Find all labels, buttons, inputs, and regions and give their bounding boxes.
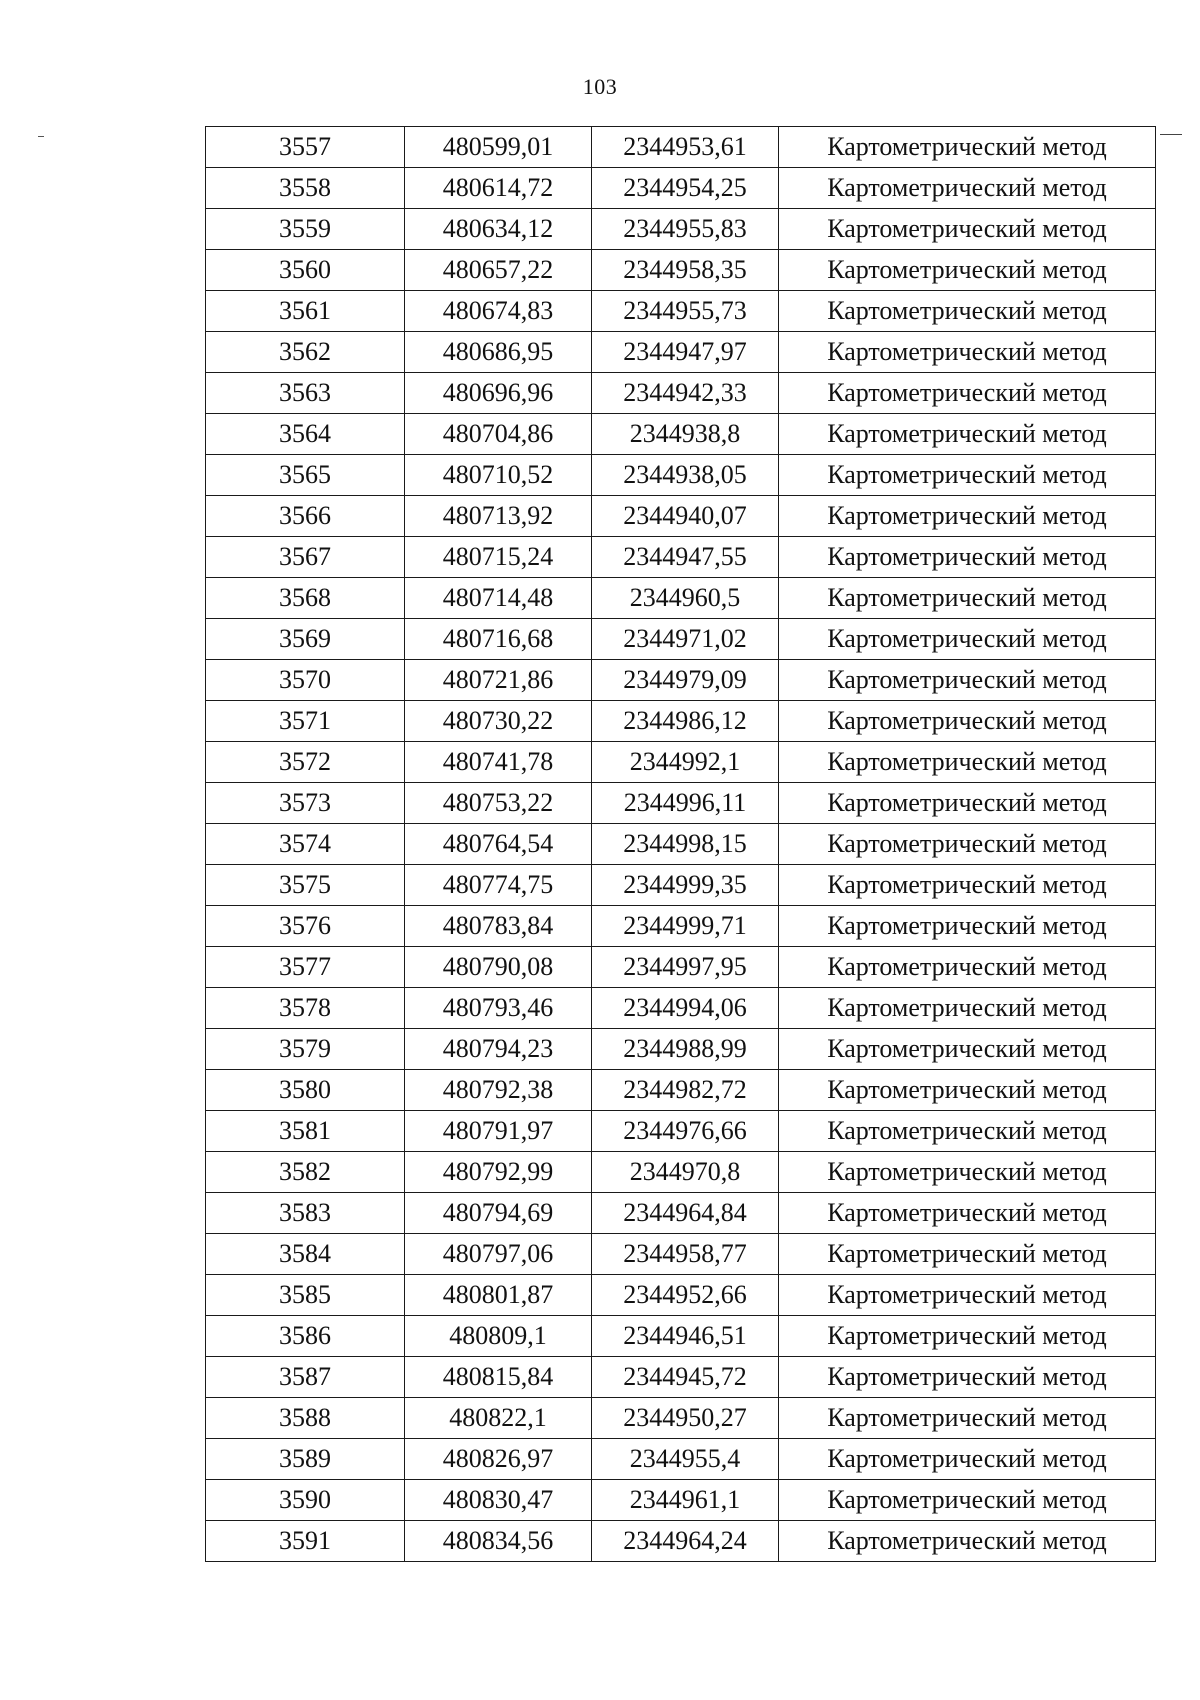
table-row — [206, 1070, 1156, 1111]
table-row — [206, 1398, 1156, 1439]
y-coordinate-cell: 2344947,97 — [592, 332, 779, 373]
y-coordinate-cell: 2344950,27 — [592, 1398, 779, 1439]
method-cell: Картометрический метод — [779, 455, 1156, 496]
scan-artifact-mark — [1160, 134, 1182, 135]
method-cell: Картометрический метод — [779, 1070, 1156, 1111]
x-coordinate-cell: 480715,24 — [405, 537, 592, 578]
method-cell: Картометрический метод — [779, 742, 1156, 783]
y-coordinate-cell: 2344958,35 — [592, 250, 779, 291]
x-coordinate-cell: 480801,87 — [405, 1275, 592, 1316]
point-number-cell: 3562 — [206, 332, 405, 373]
point-number-cell: 3577 — [206, 947, 405, 988]
table-row — [206, 701, 1156, 742]
x-coordinate-cell: 480741,78 — [405, 742, 592, 783]
table-row — [206, 168, 1156, 209]
table-row — [206, 1316, 1156, 1357]
point-number-cell: 3583 — [206, 1193, 405, 1234]
y-coordinate-cell: 2344947,55 — [592, 537, 779, 578]
method-cell: Картометрический метод — [779, 1275, 1156, 1316]
method-cell: Картометрический метод — [779, 783, 1156, 824]
x-coordinate-cell: 480599,01 — [405, 127, 592, 168]
point-number-cell: 3567 — [206, 537, 405, 578]
table-row — [206, 1357, 1156, 1398]
x-coordinate-cell: 480815,84 — [405, 1357, 592, 1398]
x-coordinate-cell: 480657,22 — [405, 250, 592, 291]
y-coordinate-cell: 2344976,66 — [592, 1111, 779, 1152]
y-coordinate-cell: 2344964,84 — [592, 1193, 779, 1234]
y-coordinate-cell: 2344942,33 — [592, 373, 779, 414]
table-row — [206, 209, 1156, 250]
method-cell: Картометрический метод — [779, 988, 1156, 1029]
point-number-cell: 3580 — [206, 1070, 405, 1111]
x-coordinate-cell: 480792,99 — [405, 1152, 592, 1193]
method-cell: Картометрический метод — [779, 578, 1156, 619]
x-coordinate-cell: 480797,06 — [405, 1234, 592, 1275]
x-coordinate-cell: 480794,23 — [405, 1029, 592, 1070]
y-coordinate-cell: 2344998,15 — [592, 824, 779, 865]
y-coordinate-cell: 2344938,8 — [592, 414, 779, 455]
table-row — [206, 1521, 1156, 1562]
point-number-cell: 3568 — [206, 578, 405, 619]
x-coordinate-cell: 480696,96 — [405, 373, 592, 414]
x-coordinate-cell: 480792,38 — [405, 1070, 592, 1111]
coordinates-table-body — [206, 127, 1156, 1562]
method-cell: Картометрический метод — [779, 701, 1156, 742]
method-cell: Картометрический метод — [779, 1029, 1156, 1070]
method-cell: Картометрический метод — [779, 865, 1156, 906]
y-coordinate-cell: 2344996,11 — [592, 783, 779, 824]
table-row — [206, 619, 1156, 660]
method-cell: Картометрический метод — [779, 537, 1156, 578]
x-coordinate-cell: 480790,08 — [405, 947, 592, 988]
x-coordinate-cell: 480774,75 — [405, 865, 592, 906]
method-cell: Картометрический метод — [779, 1480, 1156, 1521]
x-coordinate-cell: 480686,95 — [405, 332, 592, 373]
method-cell: Картометрический метод — [779, 1111, 1156, 1152]
table-row — [206, 1234, 1156, 1275]
y-coordinate-cell: 2344955,83 — [592, 209, 779, 250]
point-number-cell: 3564 — [206, 414, 405, 455]
method-cell: Картометрический метод — [779, 947, 1156, 988]
y-coordinate-cell: 2344988,99 — [592, 1029, 779, 1070]
point-number-cell: 3561 — [206, 291, 405, 332]
table-row — [206, 250, 1156, 291]
y-coordinate-cell: 2344994,06 — [592, 988, 779, 1029]
table-row — [206, 496, 1156, 537]
point-number-cell: 3574 — [206, 824, 405, 865]
y-coordinate-cell: 2344997,95 — [592, 947, 779, 988]
method-cell: Картометрический метод — [779, 168, 1156, 209]
table-row — [206, 988, 1156, 1029]
y-coordinate-cell: 2344979,09 — [592, 660, 779, 701]
y-coordinate-cell: 2344940,07 — [592, 496, 779, 537]
point-number-cell: 3558 — [206, 168, 405, 209]
point-number-cell: 3570 — [206, 660, 405, 701]
x-coordinate-cell: 480614,72 — [405, 168, 592, 209]
method-cell: Картометрический метод — [779, 291, 1156, 332]
table-row — [206, 332, 1156, 373]
y-coordinate-cell: 2344960,5 — [592, 578, 779, 619]
point-number-cell: 3581 — [206, 1111, 405, 1152]
x-coordinate-cell: 480793,46 — [405, 988, 592, 1029]
point-number-cell: 3590 — [206, 1480, 405, 1521]
x-coordinate-cell: 480713,92 — [405, 496, 592, 537]
y-coordinate-cell: 2344964,24 — [592, 1521, 779, 1562]
x-coordinate-cell: 480783,84 — [405, 906, 592, 947]
point-number-cell: 3575 — [206, 865, 405, 906]
point-number-cell: 3582 — [206, 1152, 405, 1193]
method-cell: Картометрический метод — [779, 496, 1156, 537]
table-row — [206, 1193, 1156, 1234]
x-coordinate-cell: 480764,54 — [405, 824, 592, 865]
table-row — [206, 1275, 1156, 1316]
table-row — [206, 824, 1156, 865]
y-coordinate-cell: 2344982,72 — [592, 1070, 779, 1111]
point-number-cell: 3557 — [206, 127, 405, 168]
point-number-cell: 3586 — [206, 1316, 405, 1357]
point-number-cell: 3571 — [206, 701, 405, 742]
table-row — [206, 414, 1156, 455]
method-cell: Картометрический метод — [779, 824, 1156, 865]
table-row — [206, 947, 1156, 988]
point-number-cell: 3565 — [206, 455, 405, 496]
y-coordinate-cell: 2344955,73 — [592, 291, 779, 332]
x-coordinate-cell: 480716,68 — [405, 619, 592, 660]
point-number-cell: 3560 — [206, 250, 405, 291]
y-coordinate-cell: 2344999,71 — [592, 906, 779, 947]
table-row — [206, 455, 1156, 496]
point-number-cell: 3585 — [206, 1275, 405, 1316]
point-number-cell: 3587 — [206, 1357, 405, 1398]
table-row — [206, 1480, 1156, 1521]
x-coordinate-cell: 480826,97 — [405, 1439, 592, 1480]
point-number-cell: 3589 — [206, 1439, 405, 1480]
table-row — [206, 127, 1156, 168]
table-row — [206, 537, 1156, 578]
point-number-cell: 3588 — [206, 1398, 405, 1439]
table-row — [206, 578, 1156, 619]
point-number-cell: 3579 — [206, 1029, 405, 1070]
table-row — [206, 865, 1156, 906]
point-number-cell: 3576 — [206, 906, 405, 947]
method-cell: Картометрический метод — [779, 414, 1156, 455]
x-coordinate-cell: 480834,56 — [405, 1521, 592, 1562]
x-coordinate-cell: 480809,1 — [405, 1316, 592, 1357]
x-coordinate-cell: 480714,48 — [405, 578, 592, 619]
x-coordinate-cell: 480674,83 — [405, 291, 592, 332]
x-coordinate-cell: 480822,1 — [405, 1398, 592, 1439]
method-cell: Картометрический метод — [779, 1316, 1156, 1357]
method-cell: Картометрический метод — [779, 209, 1156, 250]
method-cell: Картометрический метод — [779, 332, 1156, 373]
table-row — [206, 291, 1156, 332]
y-coordinate-cell: 2344955,4 — [592, 1439, 779, 1480]
y-coordinate-cell: 2344945,72 — [592, 1357, 779, 1398]
point-number-cell: 3563 — [206, 373, 405, 414]
x-coordinate-cell: 480721,86 — [405, 660, 592, 701]
y-coordinate-cell: 2344952,66 — [592, 1275, 779, 1316]
x-coordinate-cell: 480704,86 — [405, 414, 592, 455]
y-coordinate-cell: 2344961,1 — [592, 1480, 779, 1521]
scan-artifact-mark — [38, 136, 44, 137]
table-row — [206, 783, 1156, 824]
method-cell: Картометрический метод — [779, 373, 1156, 414]
y-coordinate-cell: 2344946,51 — [592, 1316, 779, 1357]
method-cell: Картометрический метод — [779, 250, 1156, 291]
coordinates-table — [205, 126, 1156, 1562]
method-cell: Картометрический метод — [779, 1193, 1156, 1234]
y-coordinate-cell: 2344992,1 — [592, 742, 779, 783]
point-number-cell: 3578 — [206, 988, 405, 1029]
table-row — [206, 660, 1156, 701]
y-coordinate-cell: 2344953,61 — [592, 127, 779, 168]
x-coordinate-cell: 480634,12 — [405, 209, 592, 250]
table-row — [206, 373, 1156, 414]
y-coordinate-cell: 2344958,77 — [592, 1234, 779, 1275]
page-number: 103 — [582, 74, 618, 99]
x-coordinate-cell: 480794,69 — [405, 1193, 592, 1234]
y-coordinate-cell: 2344954,25 — [592, 168, 779, 209]
point-number-cell: 3569 — [206, 619, 405, 660]
x-coordinate-cell: 480710,52 — [405, 455, 592, 496]
method-cell: Картометрический метод — [779, 1234, 1156, 1275]
table-row — [206, 742, 1156, 783]
point-number-cell: 3559 — [206, 209, 405, 250]
table-row — [206, 1111, 1156, 1152]
point-number-cell: 3572 — [206, 742, 405, 783]
x-coordinate-cell: 480830,47 — [405, 1480, 592, 1521]
x-coordinate-cell: 480791,97 — [405, 1111, 592, 1152]
method-cell: Картометрический метод — [779, 1152, 1156, 1193]
y-coordinate-cell: 2344986,12 — [592, 701, 779, 742]
point-number-cell: 3573 — [206, 783, 405, 824]
y-coordinate-cell: 2344970,8 — [592, 1152, 779, 1193]
method-cell: Картометрический метод — [779, 619, 1156, 660]
point-number-cell: 3584 — [206, 1234, 405, 1275]
method-cell: Картометрический метод — [779, 127, 1156, 168]
method-cell: Картометрический метод — [779, 1439, 1156, 1480]
y-coordinate-cell: 2344938,05 — [592, 455, 779, 496]
method-cell: Картометрический метод — [779, 906, 1156, 947]
method-cell: Картометрический метод — [779, 1357, 1156, 1398]
table-row — [206, 1439, 1156, 1480]
method-cell: Картометрический метод — [779, 660, 1156, 701]
table-row — [206, 906, 1156, 947]
x-coordinate-cell: 480730,22 — [405, 701, 592, 742]
table-row — [206, 1029, 1156, 1070]
y-coordinate-cell: 2344999,35 — [592, 865, 779, 906]
x-coordinate-cell: 480753,22 — [405, 783, 592, 824]
method-cell: Картометрический метод — [779, 1398, 1156, 1439]
y-coordinate-cell: 2344971,02 — [592, 619, 779, 660]
method-cell: Картометрический метод — [779, 1521, 1156, 1562]
point-number-cell: 3591 — [206, 1521, 405, 1562]
table-row — [206, 1152, 1156, 1193]
point-number-cell: 3566 — [206, 496, 405, 537]
